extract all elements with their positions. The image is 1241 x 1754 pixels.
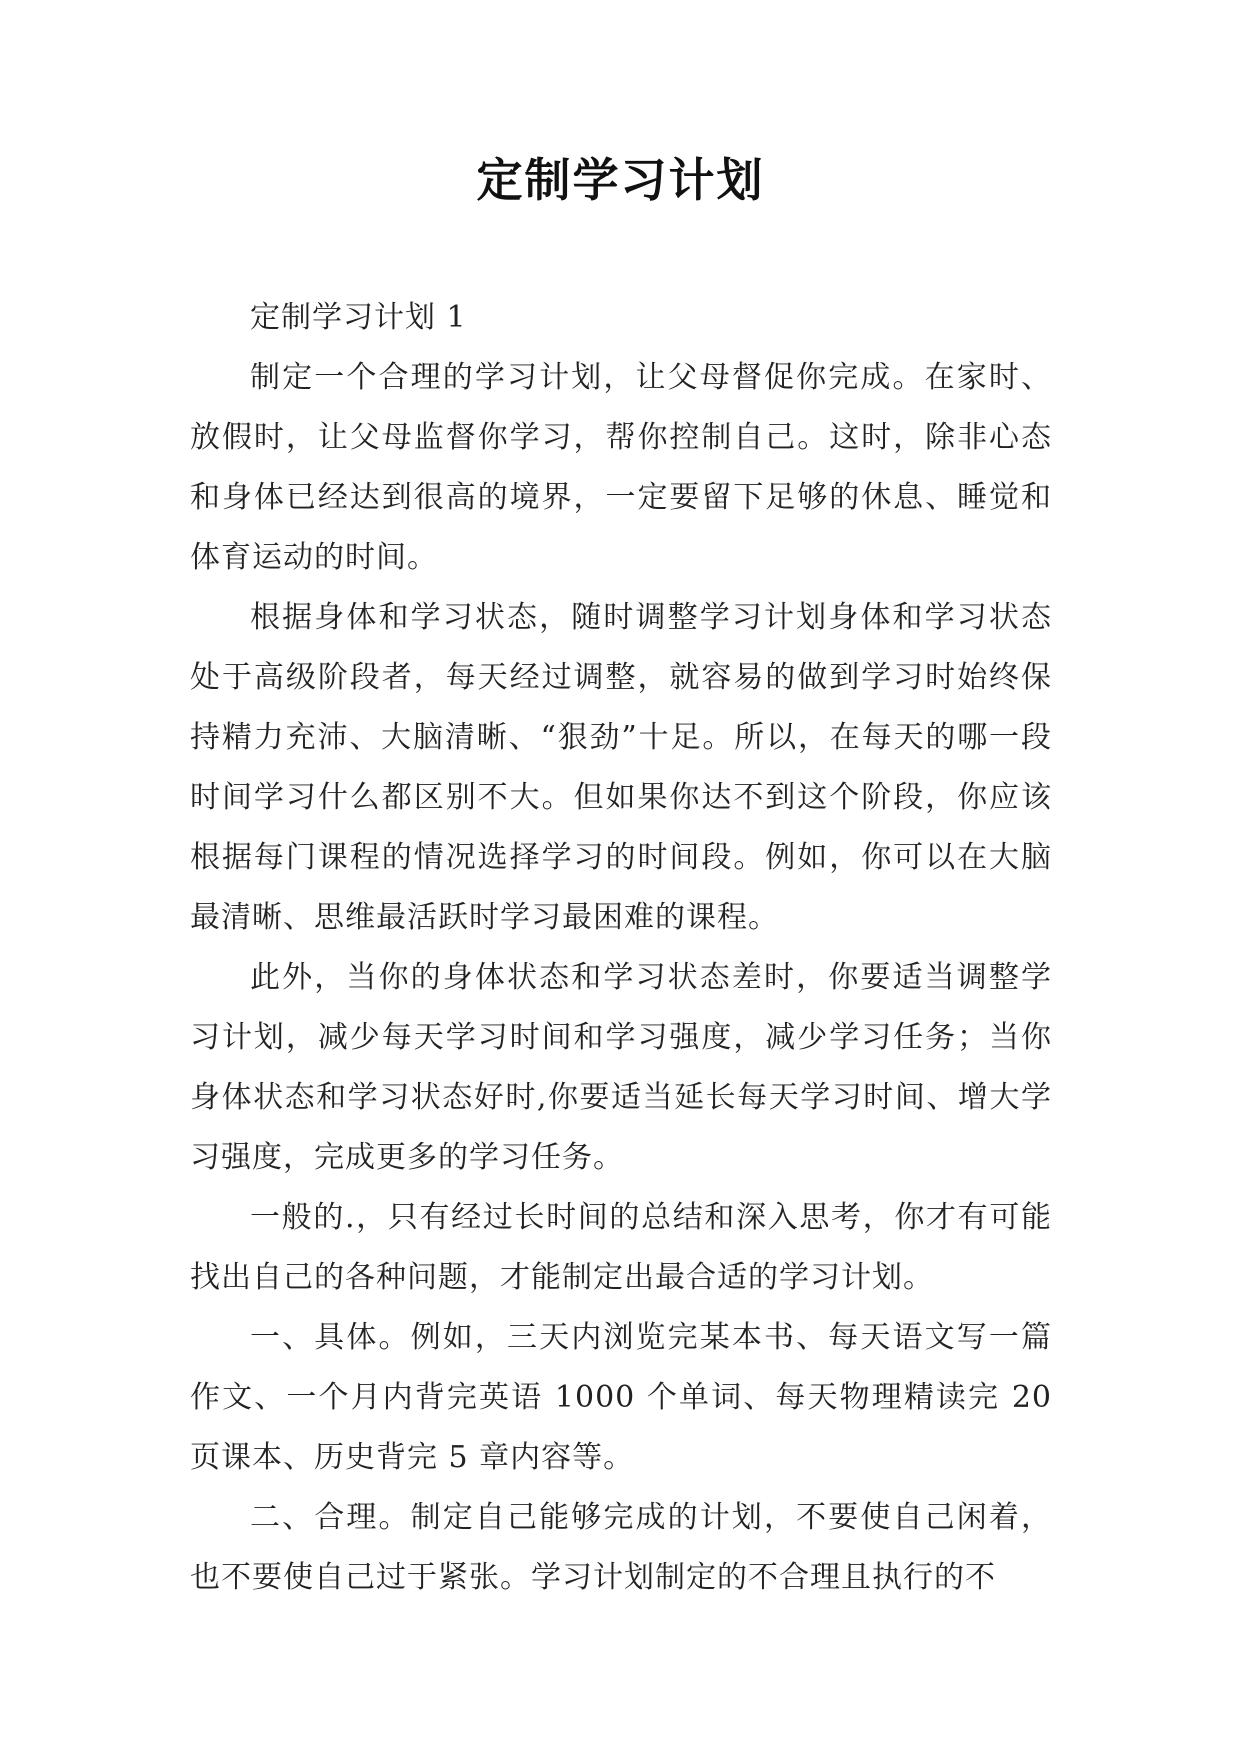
paragraph: 一般的.，只有经过长时间的总结和深入思考，你才有可能找出自己的各种问题，才能制定出最合适的学习计划。 xyxy=(190,1200,1052,1295)
paragraph: 二、合理。制定自己能够完成的计划，不要使自己闲着，也不要使自己过于紧张。学习计划制定的不合理且执行的不 xyxy=(190,1500,1052,1595)
paragraph: 一、具体。例如，三天内浏览完某本书、每天语文写一篇作文、一个月内背完英语 1000 个单词、每天物理精读完 20 页课本、历史背完 5 章内容等。 xyxy=(190,1320,1052,1475)
paragraph: 此外，当你的身体状态和学习状态差时，你要适当调整学习计划，减少每天学习时间和学习强度，减少学习任务；当你身体状态和学习状态好时,你要适当延长每天学习时间、增大学习强度，完成更多的学习任务。 xyxy=(190,960,1052,1175)
paragraph: 制定一个合理的学习计划，让父母督促你完成。在家时、放假时，让父母监督你学习，帮你控制自己。这时，除非心态和身体已经达到很高的境界，一定要留下足够的休息、睡觉和体育运动的时间。 xyxy=(190,360,1052,575)
paragraph: 根据身体和学习状态，随时调整学习计划身体和学习状态处于高级阶段者，每天经过调整，就容易的做到学习时始终保持精力充沛、大脑清晰、“狠劲”十足。所以，在每天的哪一段时间学习什么都区别不大。但如果你达不到这个阶段，你应该根据每门课程的情况选择学习的时间段。例如，你可以在大脑最清晰、思维最活跃时学习最困难的课程。 xyxy=(190,600,1052,935)
document-body xyxy=(190,288,1052,1608)
section-heading: 定制学习计划 1 xyxy=(250,300,467,335)
document-title: 定制学习计划 xyxy=(476,153,765,207)
